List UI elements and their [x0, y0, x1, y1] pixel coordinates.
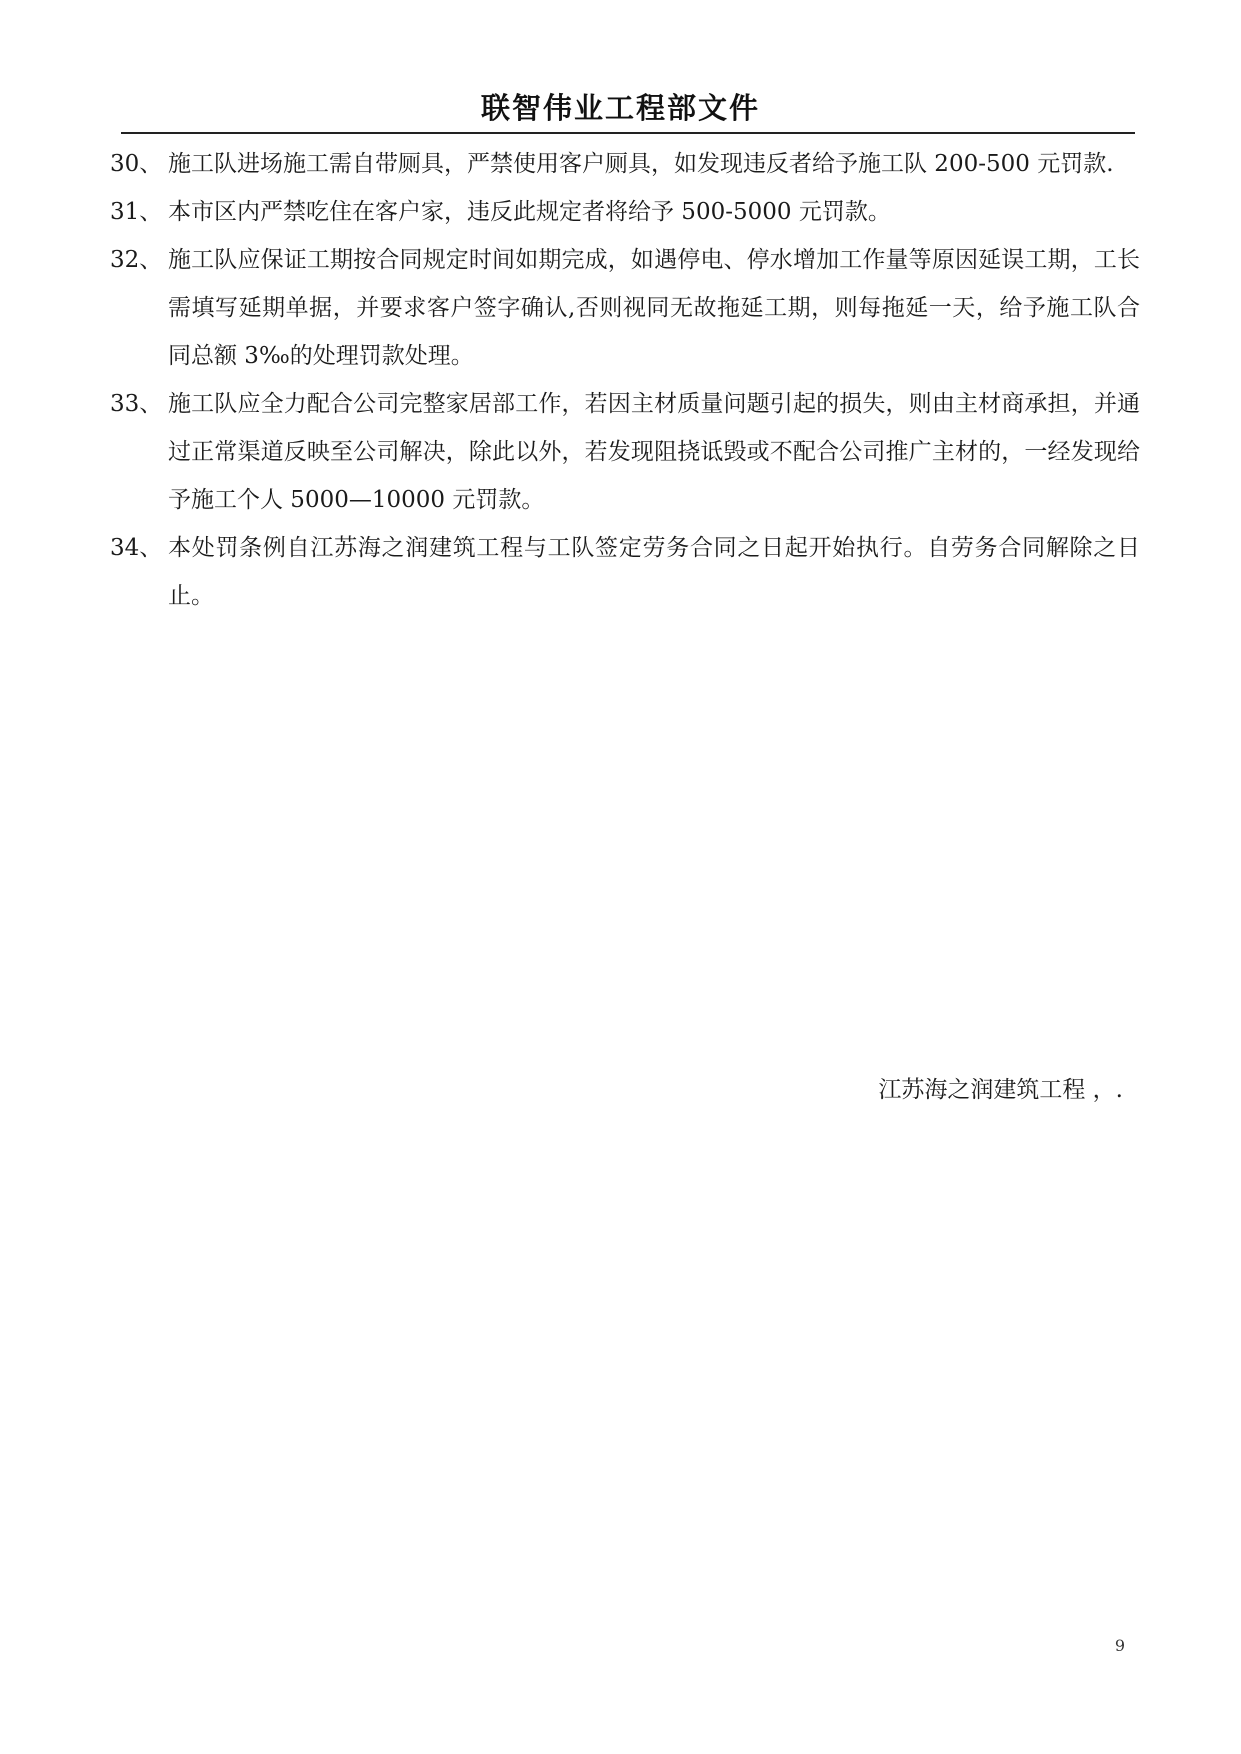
regulation-item-34	[110, 524, 1140, 620]
item-text: 施工队应全力配合公司完整家居部工作，若因主材质量问题引起的损失，则由主材商承担，并通过正常渠道反映至公司解决，除此以外，若发现阻挠诋毁或不配合公司推广主材的，一经发现给予施工个人 5000—10000 元罚款。	[168, 391, 1140, 513]
item-number: 31、	[110, 199, 163, 225]
document-header-title: 联智伟业工程部文件	[480, 91, 760, 125]
item-text: 本市区内严禁吃住在客户家，违反此规定者将给予 500-5000 元罚款。	[168, 199, 891, 225]
page-number: 9	[1114, 1636, 1125, 1655]
company-signature: 江苏海之润建筑工程 ，.	[878, 1077, 1123, 1103]
regulation-item-30	[110, 140, 1140, 188]
item-number: 32、	[110, 247, 163, 273]
item-text: 施工队应保证工期按合同规定时间如期完成，如遇停电、停水增加工作量等原因延误工期，工长需填写延期单据，并要求客户签字确认,否则视同无故拖延工期，则每拖延一天，给予施工队合同总额 3‰的处理罚款处理。	[168, 247, 1140, 369]
regulation-list	[110, 140, 1140, 620]
item-number: 33、	[110, 391, 163, 417]
regulation-item-33	[110, 380, 1140, 524]
item-text: 本处罚条例自江苏海之润建筑工程与工队签定劳务合同之日起开始执行。自劳务合同解除之日止。	[168, 535, 1140, 609]
item-text: 施工队进场施工需自带厕具，严禁使用客户厕具，如发现违反者给予施工队 200-500 元罚款.	[168, 151, 1114, 177]
header-divider	[121, 132, 1135, 134]
item-number: 34、	[110, 535, 163, 561]
item-number: 30、	[110, 151, 163, 177]
regulation-item-32	[110, 236, 1140, 380]
regulation-item-31	[110, 188, 1140, 236]
